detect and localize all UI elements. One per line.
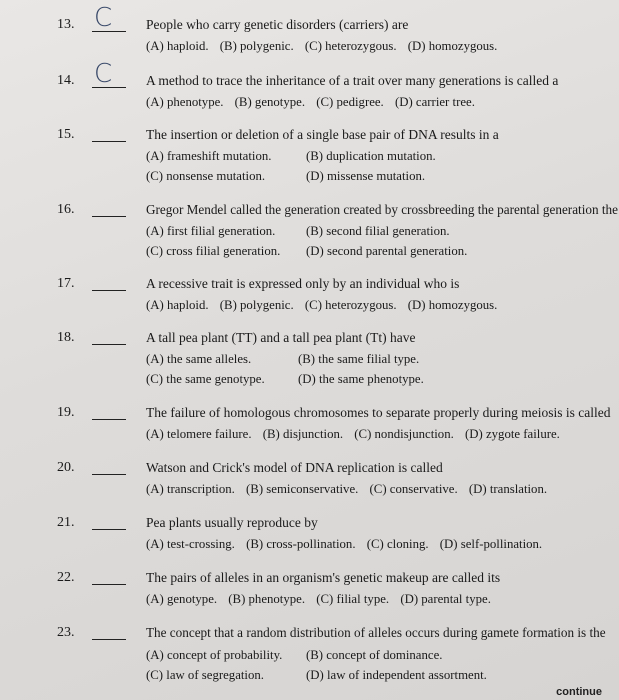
option-row — [146, 95, 483, 110]
answer-blank[interactable] — [92, 344, 126, 345]
option-a: (A) phenotype. — [146, 95, 224, 109]
option-b: (B) duplication mutation. — [306, 149, 436, 163]
question-stem: Gregor Mendel called the generation created by crossbreeding the parental generation the — [146, 202, 618, 217]
answer-blank[interactable] — [92, 141, 126, 142]
option-d: (D) carrier tree. — [394, 95, 475, 109]
option-b: (B) concept of dominance. — [306, 648, 443, 662]
option-b: (B) phenotype. — [228, 592, 306, 606]
question-stem: Watson and Crick's model of DNA replication is called — [146, 460, 443, 475]
question-number: 18. — [57, 330, 75, 345]
option-a: (A) the same alleles. — [146, 352, 252, 366]
option-b: (B) polygenic. — [219, 298, 294, 312]
option-b: (B) the same filial type. — [298, 352, 420, 366]
option-c: (C) cloning. — [366, 537, 429, 551]
option-d: (D) second parental generation. — [306, 244, 468, 258]
answer-blank[interactable] — [92, 639, 126, 640]
option-a: (A) haploid. — [146, 39, 209, 53]
question-stem: A tall pea plant (TT) and a tall pea plant (Tt) have — [146, 330, 416, 345]
answer-blank[interactable] — [92, 474, 126, 475]
option-c: (C) law of segregation. — [146, 668, 264, 682]
question-number: 16. — [57, 202, 75, 217]
option-d: (D) translation. — [468, 482, 548, 496]
option-c: (C) conservative. — [369, 482, 458, 496]
question-number: 20. — [57, 460, 75, 475]
option-a: (A) frameshift mutation. — [146, 149, 272, 163]
option-grid — [146, 149, 436, 189]
answer-blank[interactable] — [92, 419, 126, 420]
option-row — [146, 39, 505, 54]
option-c: (C) cross filial generation. — [146, 244, 281, 258]
question-number: 23. — [57, 625, 75, 640]
option-d: (D) missense mutation. — [306, 169, 426, 183]
handwritten-answer: C — [94, 59, 113, 89]
question-number: 21. — [57, 515, 75, 530]
answer-blank[interactable] — [92, 87, 126, 88]
option-a: (A) telomere failure. — [146, 427, 252, 441]
option-a: (A) transcription. — [146, 482, 235, 496]
question-stem: People who carry genetic disorders (carriers) are — [146, 17, 409, 32]
option-c: (C) heterozygous. — [304, 39, 397, 53]
option-d: (D) homozygous. — [407, 39, 498, 53]
option-a: (A) haploid. — [146, 298, 209, 312]
handwritten-answer: C — [94, 3, 113, 33]
option-row — [146, 427, 568, 442]
question-stem: The failure of homologous chromosomes to separate properly during meiosis is called — [146, 405, 611, 420]
answer-blank[interactable] — [92, 290, 126, 291]
option-b: (B) second filial generation. — [306, 224, 450, 238]
option-a: (A) first filial generation. — [146, 224, 276, 238]
option-a: (A) test-crossing. — [146, 537, 235, 551]
option-b: (B) genotype. — [234, 95, 306, 109]
option-d: (D) self-pollination. — [439, 537, 543, 551]
option-b: (B) polygenic. — [219, 39, 294, 53]
option-b: (B) disjunction. — [262, 427, 344, 441]
option-a: (A) concept of probability. — [146, 648, 283, 662]
question-stem: The insertion or deletion of a single base pair of DNA results in a — [146, 127, 499, 142]
option-c: (C) filial type. — [316, 592, 390, 606]
option-c: (C) the same genotype. — [146, 372, 265, 386]
question-number: 15. — [57, 127, 75, 142]
option-c: (C) heterozygous. — [304, 298, 397, 312]
option-d: (D) homozygous. — [407, 298, 498, 312]
option-grid — [146, 352, 424, 392]
option-d: (D) parental type. — [400, 592, 491, 606]
option-b: (B) semiconservative. — [246, 482, 359, 496]
question-stem: The concept that a random distribution of alleles occurs during gamete formation is the — [146, 625, 606, 640]
option-b: (B) cross-pollination. — [246, 537, 356, 551]
option-d: (D) law of independent assortment. — [306, 668, 487, 682]
option-row — [146, 592, 499, 607]
question-number: 14. — [57, 73, 75, 88]
option-row — [146, 537, 550, 552]
question-stem: The pairs of alleles in an organism's genetic makeup are called its — [146, 570, 501, 585]
question-stem: A method to trace the inheritance of a trait over many generations is called a — [146, 73, 559, 88]
option-d: (D) the same phenotype. — [298, 372, 424, 386]
option-c: (C) nonsense mutation. — [146, 169, 266, 183]
option-row — [146, 298, 505, 313]
question-stem: A recessive trait is expressed only by an individual who is — [146, 276, 460, 291]
option-c: (C) pedigree. — [316, 95, 384, 109]
option-a: (A) genotype. — [146, 592, 218, 606]
answer-blank[interactable] — [92, 529, 126, 530]
answer-blank[interactable] — [92, 216, 126, 217]
option-d: (D) zygote failure. — [465, 427, 560, 441]
question-number: 13. — [57, 17, 75, 32]
option-c: (C) nondisjunction. — [354, 427, 454, 441]
option-grid — [146, 648, 487, 688]
question-number: 22. — [57, 570, 75, 585]
question-stem: Pea plants usually reproduce by — [146, 515, 318, 530]
question-number: 19. — [57, 405, 75, 420]
continue-label: continue — [556, 686, 602, 698]
answer-blank[interactable] — [92, 31, 126, 32]
option-row — [146, 482, 555, 497]
answer-blank[interactable] — [92, 584, 126, 585]
question-number: 17. — [57, 276, 75, 291]
option-grid — [146, 224, 467, 264]
